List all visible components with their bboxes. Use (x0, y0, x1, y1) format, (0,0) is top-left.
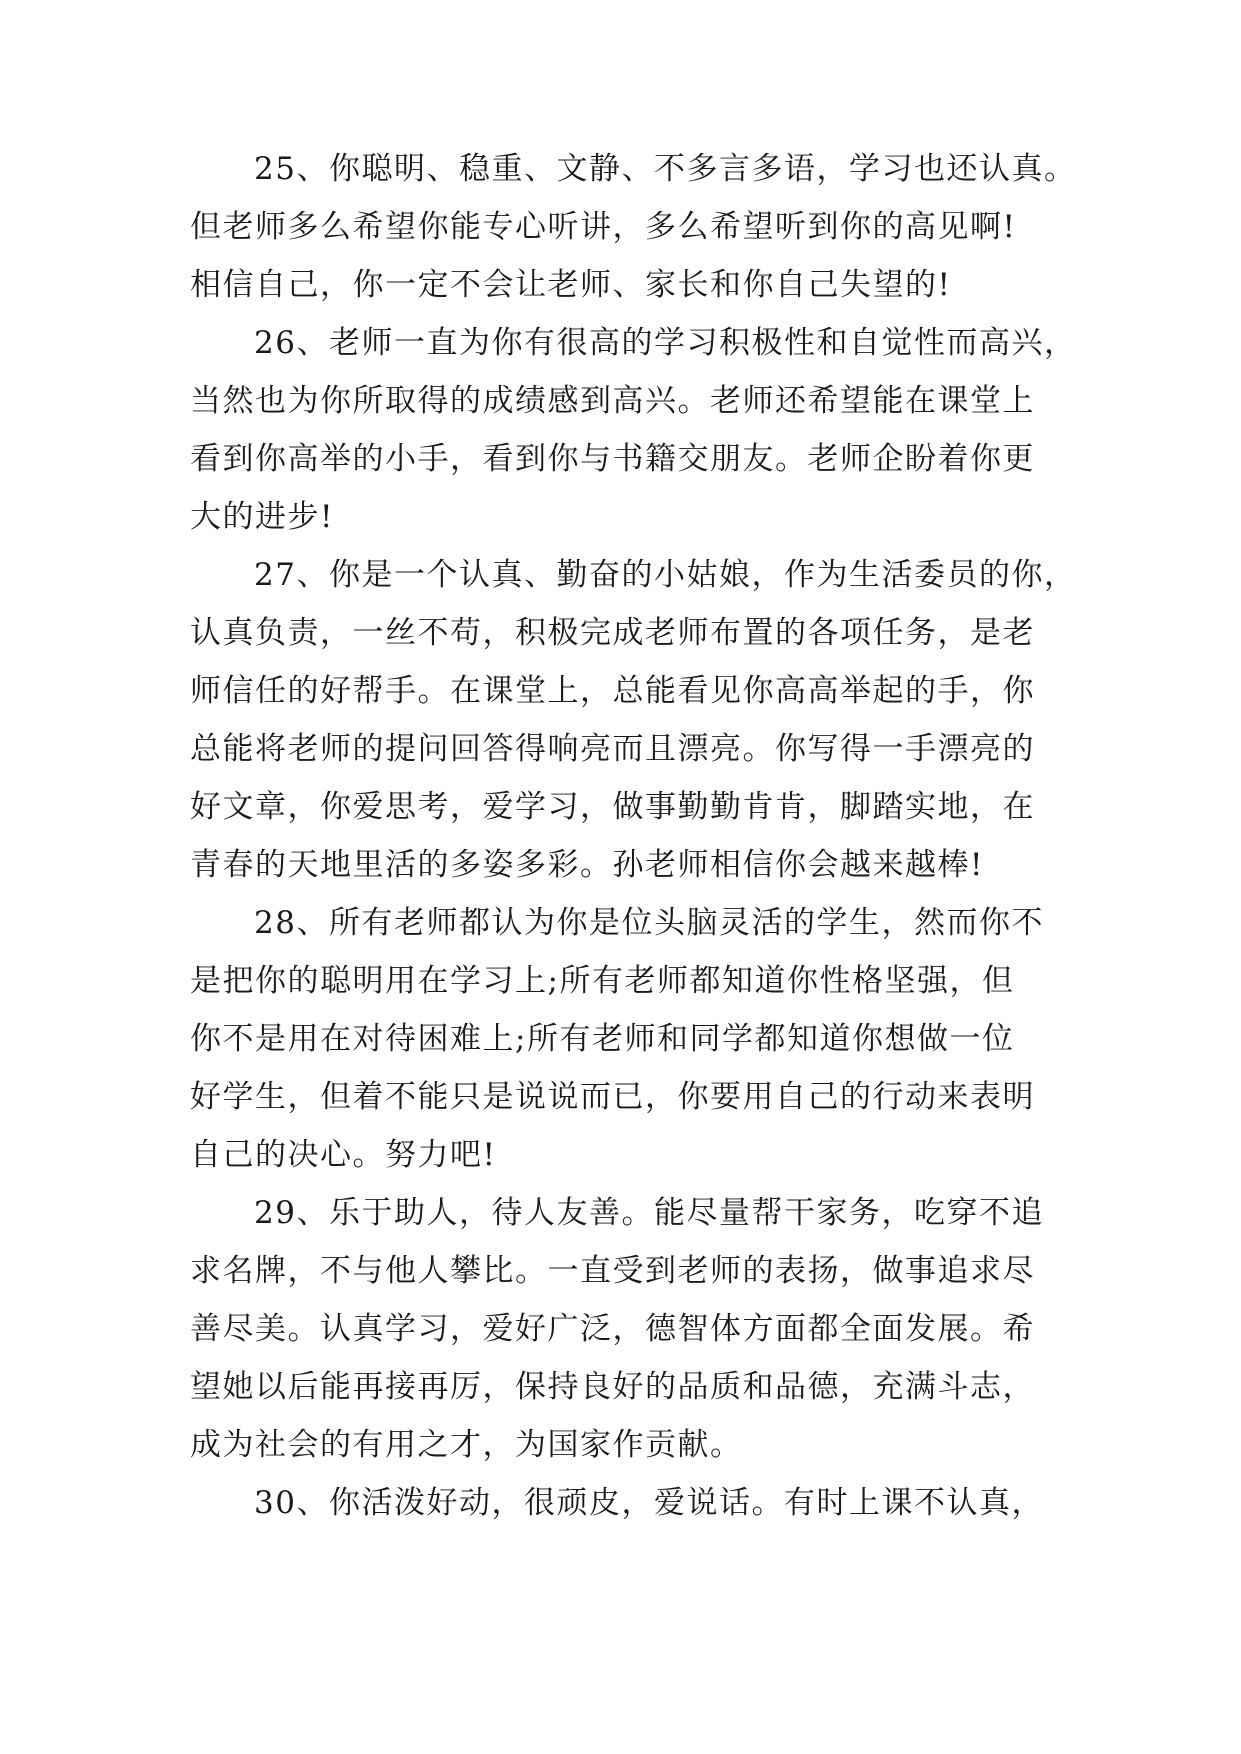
text-line: 但老师多么希望你能专心听讲，多么希望听到你的高见啊! (190, 209, 1017, 245)
text-line: 总能将老师的提问回答得响亮而且漂亮。你写得一手漂亮的 (190, 731, 1035, 767)
text-line: 自己的决心。努力吧! (190, 1137, 497, 1173)
text-line: 29、乐于助人，待人友善。能尽量帮干家务，吃穿不追 (254, 1195, 1044, 1231)
text-line: 26、老师一直为你有很高的学习积极性和自觉性而高兴， (254, 325, 1077, 361)
text-line: 好学生，但着不能只是说说而已，你要用自己的行动来表明 (190, 1079, 1035, 1115)
text-line: 你不是用在对待困难上;所有老师和同学都知道你想做一位 (190, 1021, 1015, 1057)
text-line: 望她以后能再接再厉，保持良好的品质和品德，充满斗志， (190, 1369, 1035, 1405)
text-line: 是把你的聪明用在学习上;所有老师都知道你性格坚强，但 (190, 963, 1015, 999)
text-line: 青春的天地里活的多姿多彩。孙老师相信你会越来越棒! (190, 847, 984, 883)
text-line: 看到你高举的小手，看到你与书籍交朋友。老师企盼着你更 (190, 441, 1035, 477)
text-line: 28、所有老师都认为你是位头脑灵活的学生，然而你不 (254, 905, 1044, 941)
text-line: 当然也为你所取得的成绩感到高兴。老师还希望能在课堂上 (190, 383, 1035, 419)
text-line: 大的进步! (190, 499, 334, 535)
text-line: 成为社会的有用之才，为国家作贡献。 (190, 1427, 743, 1463)
text-line: 认真负责，一丝不苟，积极完成老师布置的各项任务，是老 (190, 615, 1035, 651)
text-line: 25、你聪明、稳重、文静、不多言多语，学习也还认真。 (254, 151, 1077, 187)
text-line: 30、你活泼好动，很顽皮，爱说话。有时上课不认真， (254, 1485, 1044, 1521)
text-line: 27、你是一个认真、勤奋的小姑娘，作为生活委员的你， (254, 557, 1077, 593)
text-line: 相信自己，你一定不会让老师、家长和你自己失望的! (190, 267, 952, 303)
text-line: 求名牌，不与他人攀比。一直受到老师的表扬，做事追求尽 (190, 1253, 1035, 1289)
text-line: 好文章，你爱思考，爱学习，做事勤勤肯肯，脚踏实地，在 (190, 789, 1035, 825)
text-line: 善尽美。认真学习，爱好广泛，德智体方面都全面发展。希 (190, 1311, 1035, 1347)
text-line: 师信任的好帮手。在课堂上，总能看见你高高举起的手，你 (190, 673, 1035, 709)
